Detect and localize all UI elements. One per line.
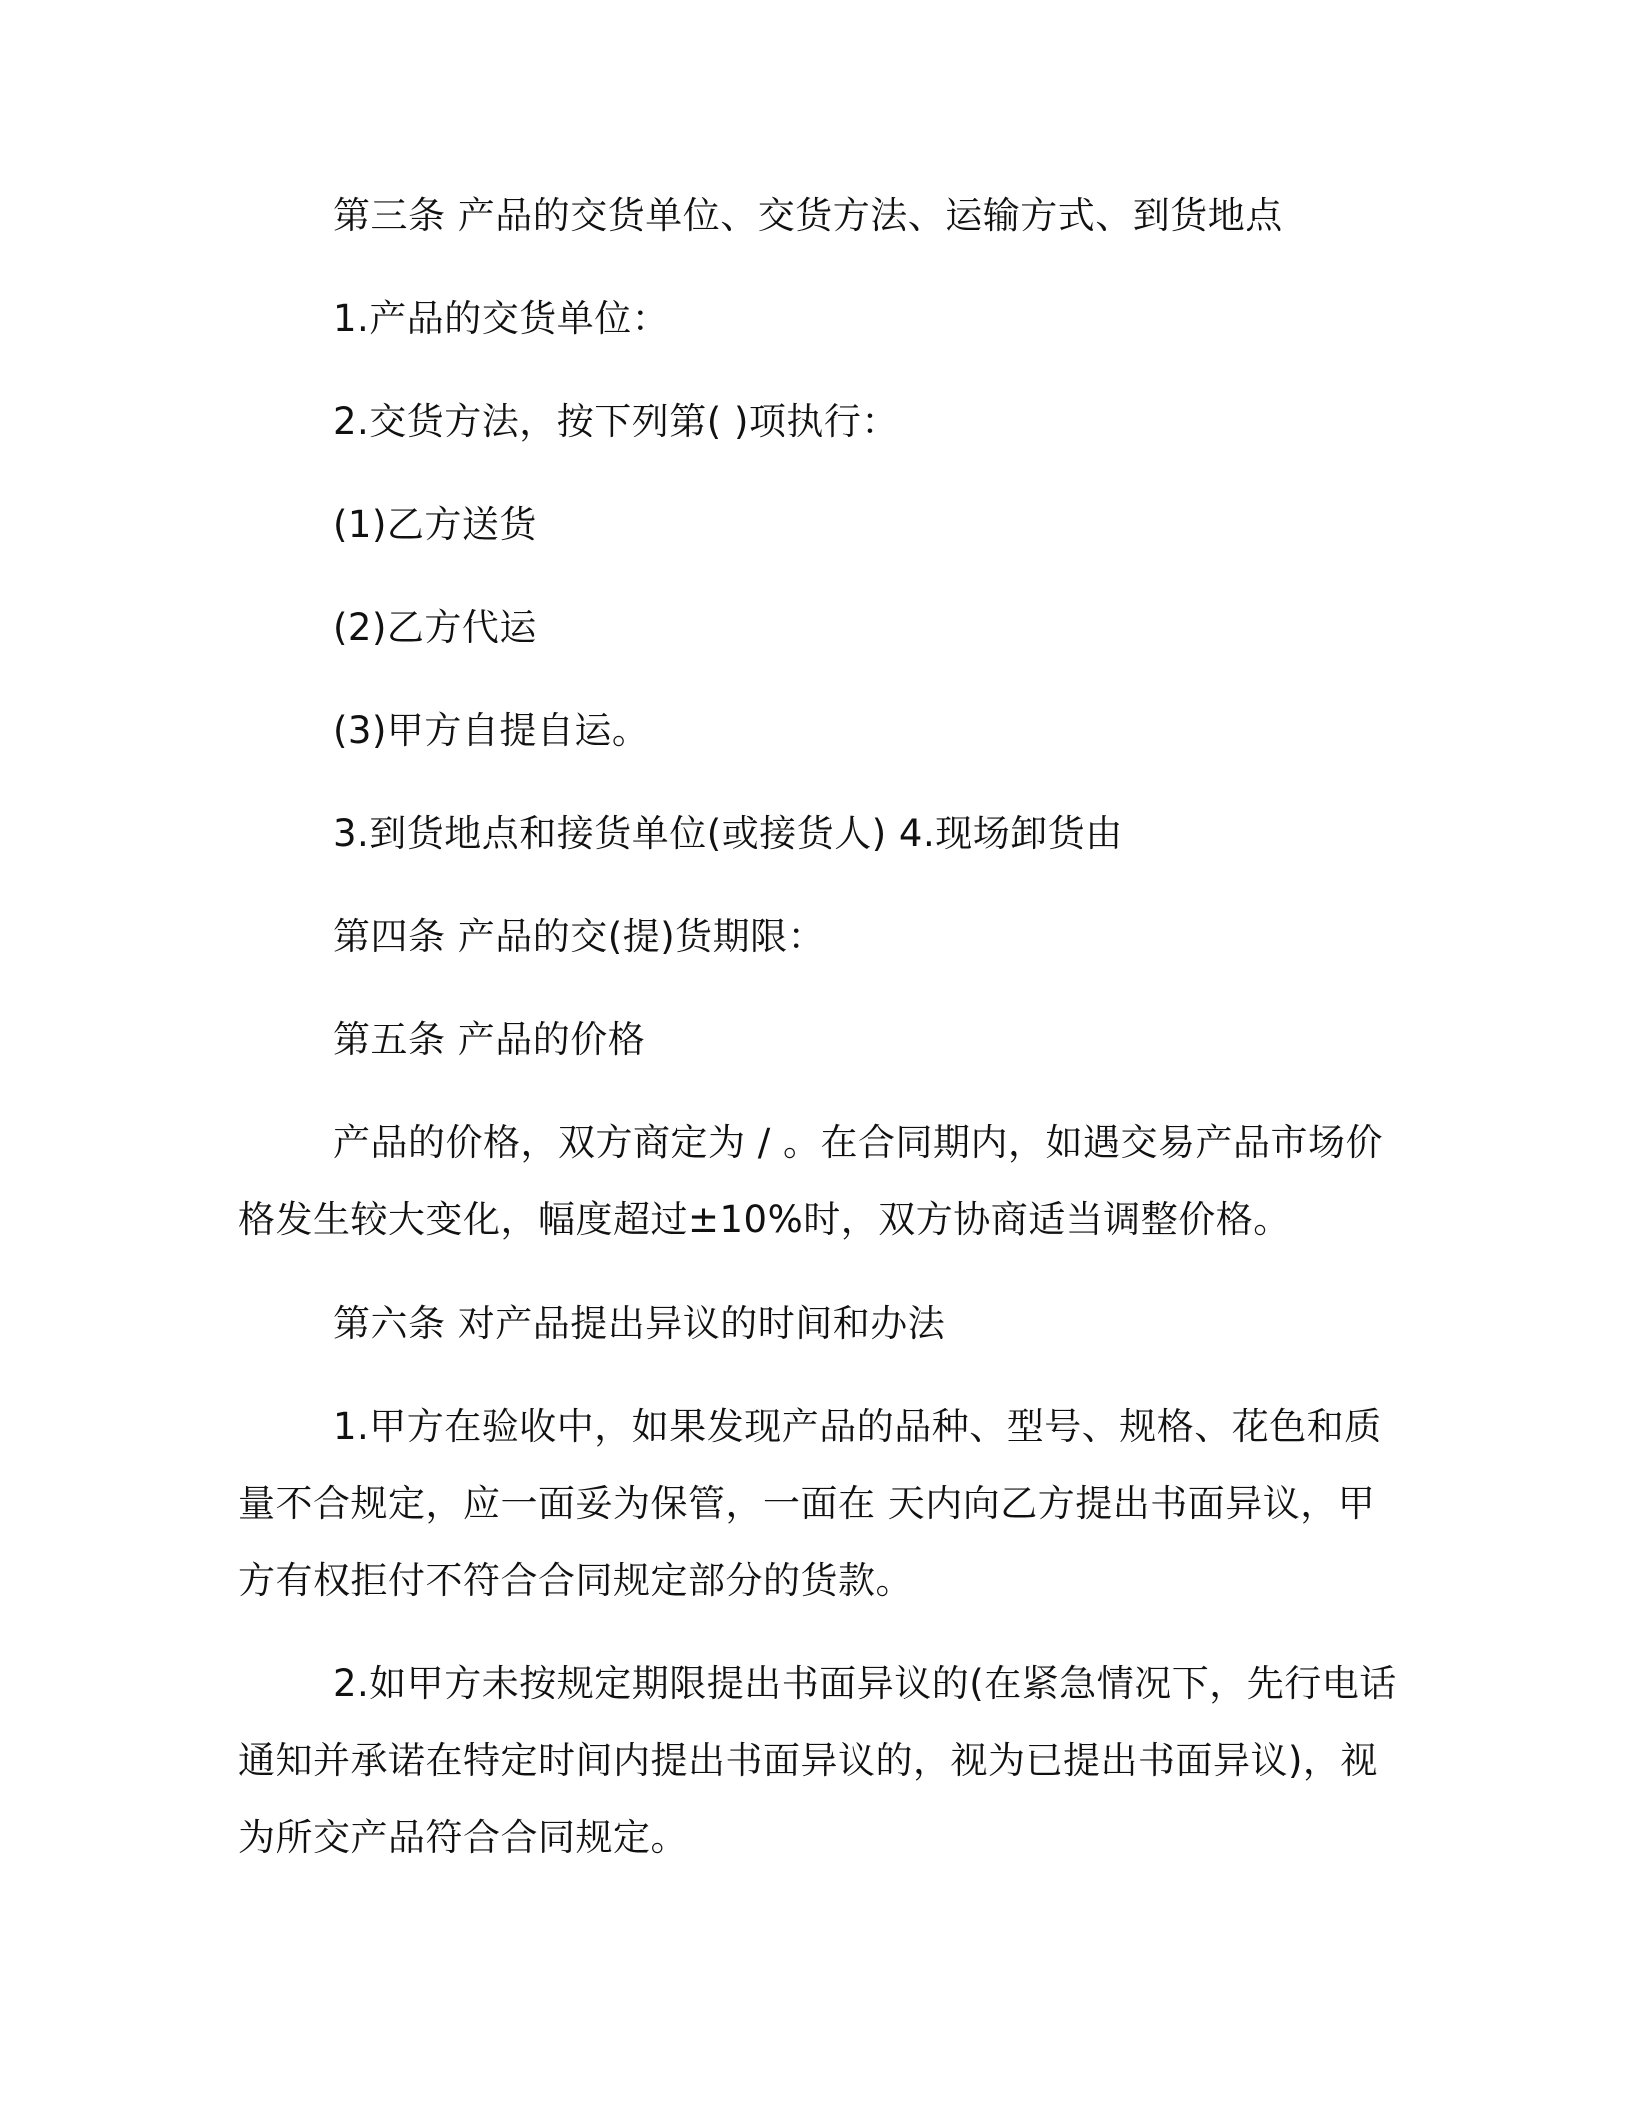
objection-item-1-line-2: 量不合规定，应一面妥为保管，一面在 天内向乙方提出书面异议，甲: [238, 1482, 1376, 1525]
article-5-heading: 第五条 产品的价格: [333, 1018, 646, 1061]
delivery-unit-item: 1.产品的交货单位：: [333, 297, 670, 340]
delivery-method-item: 2.交货方法，按下列第( )项执行：: [333, 400, 899, 443]
objection-item-2-line-3: 为所交产品符合合同规定。: [238, 1816, 688, 1859]
price-paragraph-line-1: 产品的价格，双方商定为 / 。在合同期内，如遇交易产品市场价: [333, 1121, 1383, 1164]
objection-item-1-line-3: 方有权拒付不符合合同规定部分的货款。: [238, 1559, 913, 1602]
article-6-heading: 第六条 对产品提出异议的时间和办法: [333, 1302, 946, 1345]
article-4-heading: 第四条 产品的交(提)货期限：: [333, 915, 826, 958]
objection-item-1-line-1: 1.甲方在验收中，如果发现产品的品种、型号、规格、花色和质: [333, 1405, 1382, 1448]
delivery-option-1: (1)乙方送货: [333, 503, 537, 546]
objection-item-2-line-1: 2.如甲方未按规定期限提出书面异议的(在紧急情况下，先行电话: [333, 1662, 1397, 1705]
article-3-heading: 第三条 产品的交货单位、交货方法、运输方式、到货地点: [333, 194, 1283, 237]
price-paragraph-line-2: 格发生较大变化，幅度超过±10%时，双方协商适当调整价格。: [238, 1198, 1291, 1241]
delivery-option-2: (2)乙方代运: [333, 606, 537, 649]
delivery-option-3: (3)甲方自提自运。: [333, 709, 650, 752]
objection-item-2-line-2: 通知并承诺在特定时间内提出书面异议的，视为已提出书面异议)，视: [238, 1739, 1378, 1782]
arrival-location-item: 3.到货地点和接货单位(或接货人) 4.现场卸货由: [333, 812, 1123, 855]
